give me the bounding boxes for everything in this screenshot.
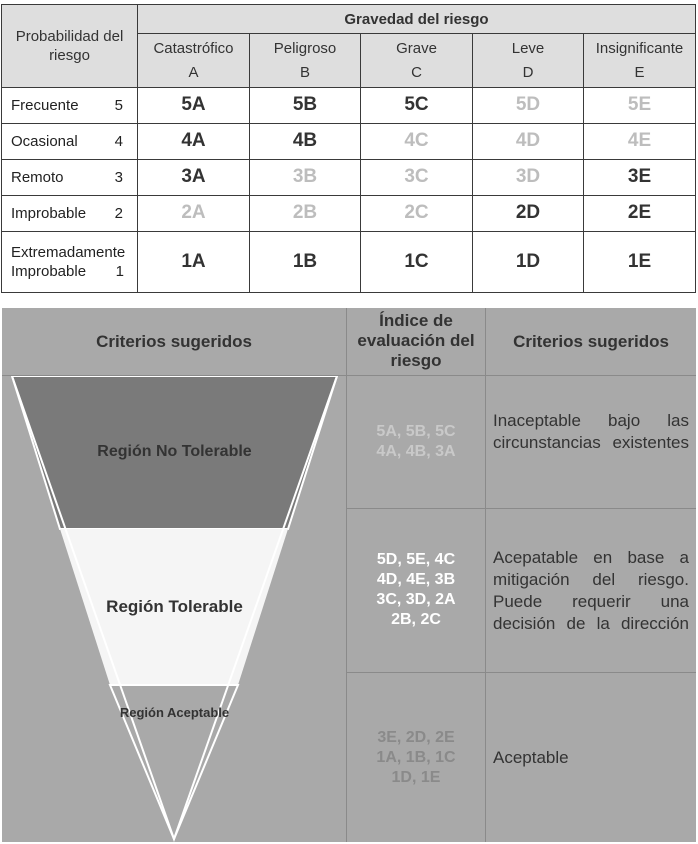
row-divider	[346, 508, 696, 509]
risk-index-codes: 5A, 5B, 5C 4A, 4B, 3A	[376, 423, 456, 460]
matrix-cell: 4D	[473, 123, 584, 159]
severity-col-d: Leve D	[473, 34, 584, 88]
matrix-cell: 1E	[584, 231, 696, 292]
risk-matrix	[1, 4, 696, 293]
matrix-cell: 3B	[250, 159, 361, 195]
matrix-cell: 2E	[584, 195, 696, 231]
region-tolerable-label: Región Tolerable	[106, 597, 243, 616]
risk-index-codes: 3E, 2D, 2E 1A, 1B, 1C 1D, 1E	[376, 729, 456, 786]
severity-col-c: Grave C	[361, 34, 473, 88]
matrix-cell: 5A	[138, 88, 250, 124]
probability-label: Extremadamente Improbable 1	[2, 231, 138, 292]
column-divider	[485, 308, 486, 842]
criteria-header-right: Criterios sugeridos	[513, 332, 669, 351]
probability-label: Ocasional 4	[2, 123, 138, 159]
header-divider	[2, 375, 696, 376]
criteria-header-left: Criterios sugeridos	[96, 332, 252, 351]
matrix-cell: 3C	[361, 159, 473, 195]
severity-col-b: Peligroso B	[250, 34, 361, 88]
matrix-row-5	[2, 88, 696, 124]
matrix-cell: 5B	[250, 88, 361, 124]
matrix-cell: 4A	[138, 123, 250, 159]
probability-label: Improbable 2	[2, 195, 138, 231]
risk-criteria-panel	[2, 308, 696, 842]
matrix-cell: 2A	[138, 195, 250, 231]
probability-label: Remoto 3	[2, 159, 138, 195]
matrix-cell: 2D	[473, 195, 584, 231]
matrix-cell: 3A	[138, 159, 250, 195]
matrix-cell: 1B	[250, 231, 361, 292]
probability-header: Probabilidad del riesgo	[2, 5, 138, 88]
region-acceptable-label: Región Aceptable	[119, 705, 230, 720]
matrix-cell: 2C	[361, 195, 473, 231]
matrix-cell: 3D	[473, 159, 584, 195]
matrix-cell: 1A	[138, 231, 250, 292]
matrix-cell: 4E	[584, 123, 696, 159]
matrix-cell: 5E	[584, 88, 696, 124]
region-not-tolerable-label: Región No Tolerable	[97, 443, 252, 460]
criteria-acceptable: Aceptable	[493, 748, 569, 767]
matrix-cell: 4B	[250, 123, 361, 159]
criteria-not-tolerable: Inaceptable bajo las circunstancias existentes	[493, 411, 689, 452]
matrix-cell: 5C	[361, 88, 473, 124]
severity-col-a: Catastrófico A	[138, 34, 250, 88]
severity-col-e: Insignificante E	[584, 34, 696, 88]
matrix-row-4	[2, 123, 696, 159]
probability-label: Frecuente 5	[2, 88, 138, 124]
matrix-row-2	[2, 195, 696, 231]
matrix-row-1	[2, 231, 696, 292]
matrix-cell: 2B	[250, 195, 361, 231]
matrix-cell: 1C	[361, 231, 473, 292]
matrix-row-3	[2, 159, 696, 195]
matrix-cell: 5D	[473, 88, 584, 124]
column-divider	[346, 308, 347, 842]
matrix-cell: 4C	[361, 123, 473, 159]
criteria-tolerable: Acepatable en base a mitigación del riesgo. Puede requerir una decisión de la dirección	[493, 548, 689, 633]
row-divider	[346, 672, 696, 673]
matrix-cell: 3E	[584, 159, 696, 195]
severity-header: Gravedad del riesgo	[138, 5, 696, 34]
matrix-cell: 1D	[473, 231, 584, 292]
risk-index-codes: 5D, 5E, 4C 4D, 4E, 3B 3C, 3D, 2A 2B, 2C	[376, 551, 456, 628]
risk-index-header: Índice de evaluación del riesgo	[357, 311, 475, 370]
